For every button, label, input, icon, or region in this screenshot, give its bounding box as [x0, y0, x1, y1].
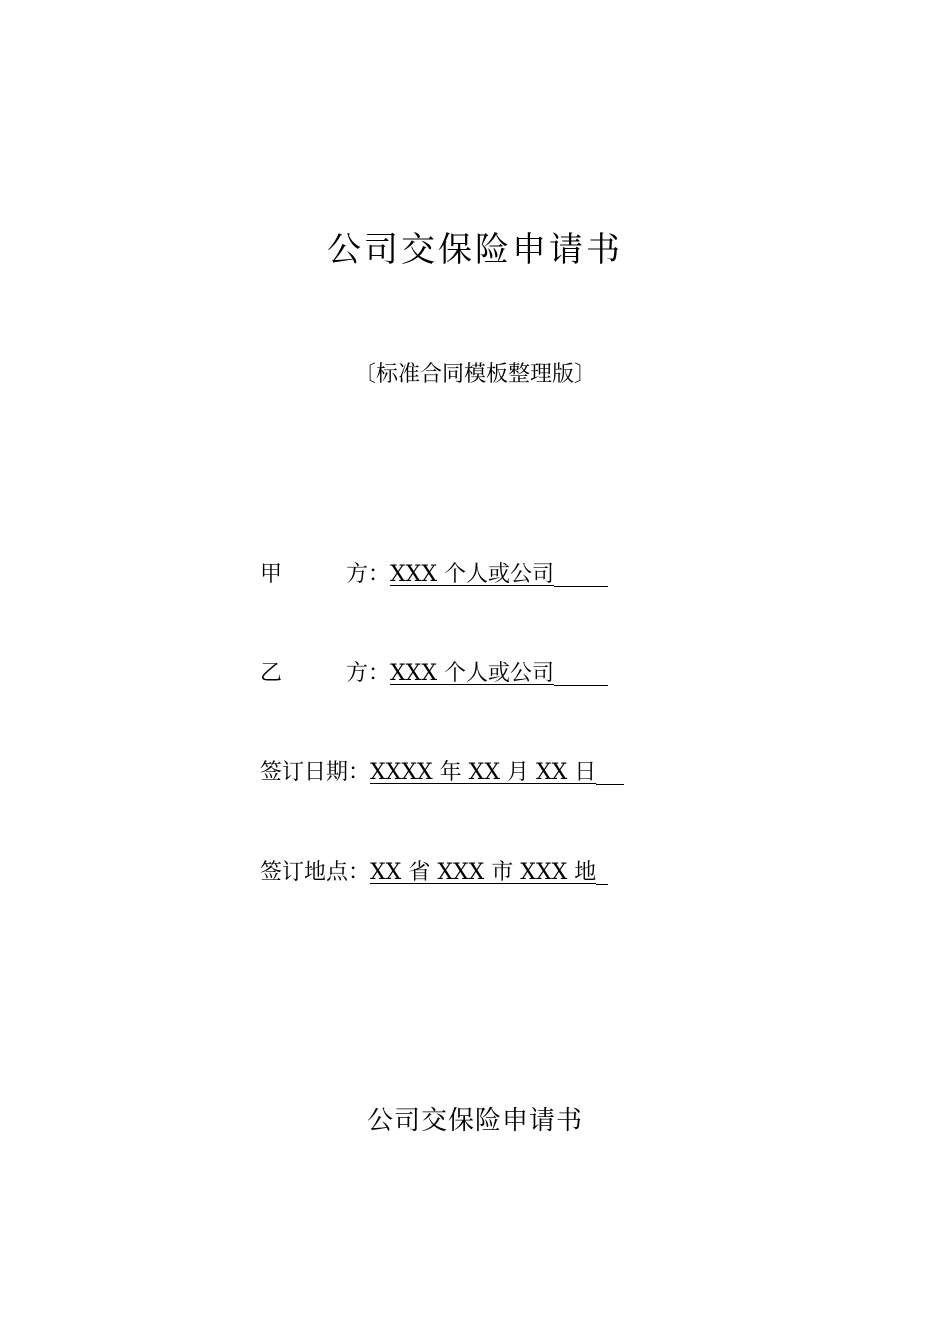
- section-title: 公司交保险申请书: [366, 1106, 583, 1136]
- party-a-underline: [554, 555, 608, 587]
- signing-date-colon: ：: [348, 760, 371, 785]
- signing-place-underline: [596, 853, 608, 885]
- signing-place-label: 签订地点: [260, 860, 349, 885]
- signing-date-value: XXXX 年 XX 月 XX 日: [370, 760, 597, 785]
- party-b-label: 乙 方: [260, 661, 368, 686]
- signing-place-value: XX 省 XXX 市 XXX 地: [370, 860, 597, 885]
- party-a-value: XXX 个人或公司: [390, 562, 554, 587]
- party-b-field: [260, 658, 608, 690]
- document-title: 公司交保险申请书: [327, 230, 623, 270]
- party-a-colon: ：: [368, 562, 391, 587]
- signing-date-field: [260, 757, 624, 789]
- party-b-colon: ：: [368, 661, 391, 686]
- document-subtitle: 〔标准合同模板整理版〕: [353, 362, 596, 387]
- party-b-value: XXX 个人或公司: [390, 661, 554, 686]
- party-a-field: [260, 559, 608, 591]
- signing-date-underline: [596, 753, 624, 785]
- party-a-label: 甲 方: [260, 562, 368, 587]
- signing-place-colon: ：: [348, 860, 371, 885]
- party-b-underline: [554, 654, 608, 686]
- signing-date-label: 签订日期: [260, 760, 349, 785]
- signing-place-field: [260, 857, 608, 889]
